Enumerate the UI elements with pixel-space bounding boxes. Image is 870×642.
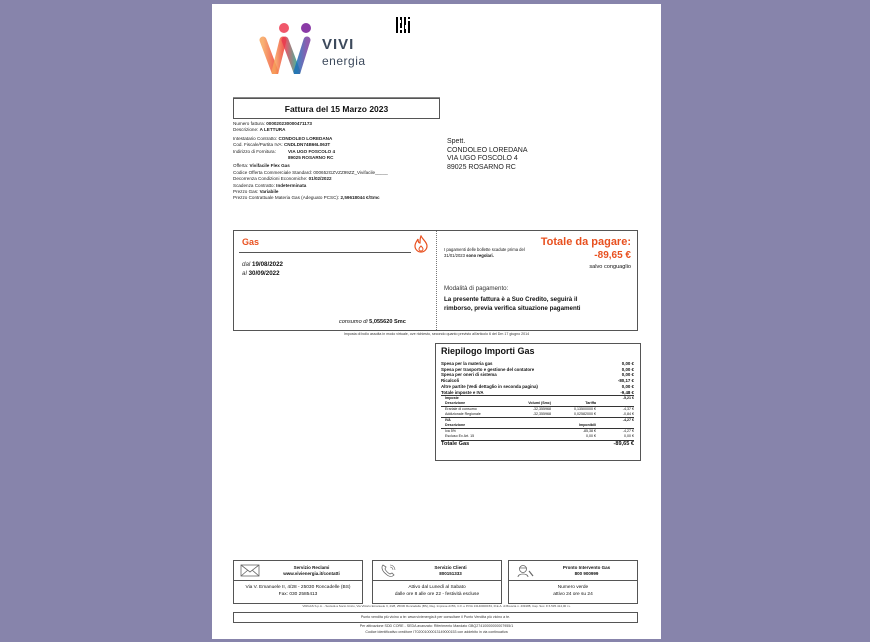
- sdd-line-1: Per attivazione SDD CORE - SEDA avanzato: Riferimento Mandato GBQ27410000000007955/1: [359, 624, 514, 628]
- recipient-name: CONDOLEO LOREDANA: [447, 146, 528, 154]
- flame-icon: [414, 235, 428, 253]
- service-line2: attivo 24 ore su 24: [553, 592, 593, 597]
- salvo-conguaglio: salvo conguaglio: [589, 264, 631, 270]
- table-row: Addizionale Regionale -32,355968 0,02582000 € -0,84 €: [445, 412, 634, 417]
- datamatrix-code-overlay: [396, 17, 412, 33]
- offer-code: Codice Offerta Commerciale Standard: 000652GZVZZ99ZZ_Vivifacile_____: [233, 169, 388, 175]
- summary-row: Spesa per oneri di sistema 0,00 €: [441, 372, 634, 378]
- summary-row: Spesa per trasporto e gestione del contatore 0,00 €: [441, 366, 634, 372]
- technician-icon: [514, 563, 536, 578]
- gas-summary-box: [233, 230, 638, 331]
- summary-row: Totale imposte e IVA -9,48 €: [441, 389, 634, 395]
- gas-price-type: Prezzo Gas: Variabile: [233, 189, 279, 195]
- gas-contract-price: Prezzo Contrattuale Materia Gas (Adeguato PCSC): 2,59618044 €/Smc: [233, 195, 380, 201]
- customer-service-number: 800151333: [439, 570, 462, 576]
- customer-service-box: [372, 560, 502, 604]
- table-row: Iva 5% -85,38 € -4,27 €: [445, 429, 634, 434]
- tax-code: Cod. Fiscale/Partita IVA: CNDLDN74B66L063T: [233, 142, 331, 148]
- envelope-icon: [239, 563, 261, 578]
- taxes-detail: [441, 395, 634, 439]
- summary-row: Spesa per la materia gas 0,00 €: [441, 361, 634, 366]
- gas-title: Gas: [242, 237, 260, 247]
- salutation: Spett.: [447, 138, 466, 145]
- period-to: al 30/09/2022: [242, 270, 280, 277]
- amounts-summary-box: [435, 343, 641, 461]
- service-line2: Fax: 030 2585413: [278, 592, 318, 597]
- brand-name-energia: energia: [322, 54, 366, 68]
- dotted-divider: [436, 231, 437, 330]
- offer-name: Offerta: Vivifacile Flex Gas: [233, 163, 290, 169]
- consumption: consumo di 5,055620 Smc: [339, 319, 406, 325]
- service-title: Servizio Clienti: [434, 564, 467, 570]
- service-line2: dalle ore 8 alle ore 22 - festività escluse: [394, 592, 480, 597]
- invoice-number: Numero fattura: 000020230000471173: [233, 121, 312, 126]
- invoice-info: [233, 121, 388, 202]
- recipient-address: [447, 138, 528, 172]
- sdd-info: [212, 624, 661, 636]
- phone-icon: [378, 563, 400, 578]
- summary-row: Ricalcoli -80,17 €: [441, 378, 634, 384]
- supply-address: Indirizzo di Fornitura: VIA UGO FOSCOLO 4: [233, 148, 336, 154]
- invoice-page: [212, 4, 661, 639]
- summary-rows: [441, 361, 634, 447]
- billing-period: [242, 260, 283, 278]
- recipient-city: 89025 ROSARNO RC: [447, 163, 516, 171]
- total-gas: Totale Gas -89,65 €: [441, 441, 634, 448]
- contract-holder: Intestatario Contratto: CONDOLEO LOREDANA: [233, 135, 333, 141]
- stamp-duty-note: Imposta di bollo assolta in modo virtuale, ove richiesto, secondo quanto previsto all'articolo 6 del Dm 17 giugno 2014: [343, 332, 530, 336]
- summary-title: Riepilogo Importi Gas: [441, 346, 535, 356]
- brand-name-vivi: VIVI: [322, 36, 355, 53]
- total-due-value: -89,65 €: [594, 250, 631, 261]
- vat-header: IVA -4,27 €: [441, 417, 634, 423]
- complaints-service-box: [233, 560, 363, 604]
- total-due-label: Totale da pagare:: [540, 236, 631, 248]
- contract-expiry: Scadenza Contratto: Indeterminata: [233, 182, 307, 188]
- table-row: Escluso Ex Art. 15 0,00 € 0,00 €: [445, 434, 634, 439]
- invoice-description: Descrizione: A LETTURA: [233, 127, 286, 133]
- summary-row: Altre partite (Vedi dettaglio in seconda pagina) 0,00 €: [441, 383, 634, 389]
- gas-title-underline: [239, 252, 411, 253]
- complaints-link[interactable]: www.vivienergia.it/contatti: [283, 570, 340, 576]
- service-line1: Attivo dal Lunedì al Sabato: [408, 585, 466, 590]
- service-title: Pronto Intervento Gas: [562, 564, 611, 570]
- conditions-start: Decorrenza Condizioni Economiche: 01/02/2022: [233, 176, 332, 182]
- payment-method-label: Modalità di pagamento:: [444, 285, 509, 292]
- gas-emergency-box: [508, 560, 638, 604]
- taxes-header: Imposte -5,21 €: [441, 395, 634, 401]
- period-from: dal 19/08/2022: [242, 261, 283, 268]
- sales-point-box: Punto vendita più vicino a te: www.vivienergia.it per consultare il Punto Vendita più vicino a te.: [233, 612, 638, 623]
- sdd-line-2: Codice identificativo creditore IT02001000013149000153 con addebito in via continuativa: [365, 629, 508, 634]
- legal-footer: VIRGAS S.p.A. - Società a Socio Unico, Via Vittorio Emanuele II, 4/28, 25030 Roncadelle (BS), Reg. Imprese di BS, C.F. e P.IVA 13140000153, R.E.A. di Brescia n. 439188, Cap. Soc. € 6.535.414,00 i.v.: [302, 604, 571, 608]
- payments-note: I pagamenti delle bollette scadute prima del 31/01/2023 sono regolari.: [444, 247, 525, 258]
- payment-method-text: La presente fattura è a Suo Credito, seguirà il rimborso, previa verifica situazione pagamenti: [444, 296, 581, 312]
- table-row: Erariale di consumo -32,355968 0,13500000 € -4,37 €: [445, 407, 634, 412]
- emergency-number: 800 900999: [574, 570, 599, 576]
- supply-city: 89025 ROSARNO RC: [288, 155, 334, 161]
- taxes-table-header: Descrizione Volumi (Smc) Tariffa: [441, 401, 634, 407]
- vat-table-header: Descrizione Imponibili: [441, 423, 634, 429]
- recipient-street: VIA UGO FOSCOLO 4: [447, 155, 518, 163]
- service-line1: Numero verde: [557, 585, 589, 590]
- service-line1: Via V. Emanuele II, 4/28 - 25030 Roncadelle (BS): [245, 585, 351, 590]
- invoice-title: Fattura del 15 Marzo 2023: [233, 98, 440, 119]
- service-title: Servizio Reclami: [293, 564, 330, 570]
